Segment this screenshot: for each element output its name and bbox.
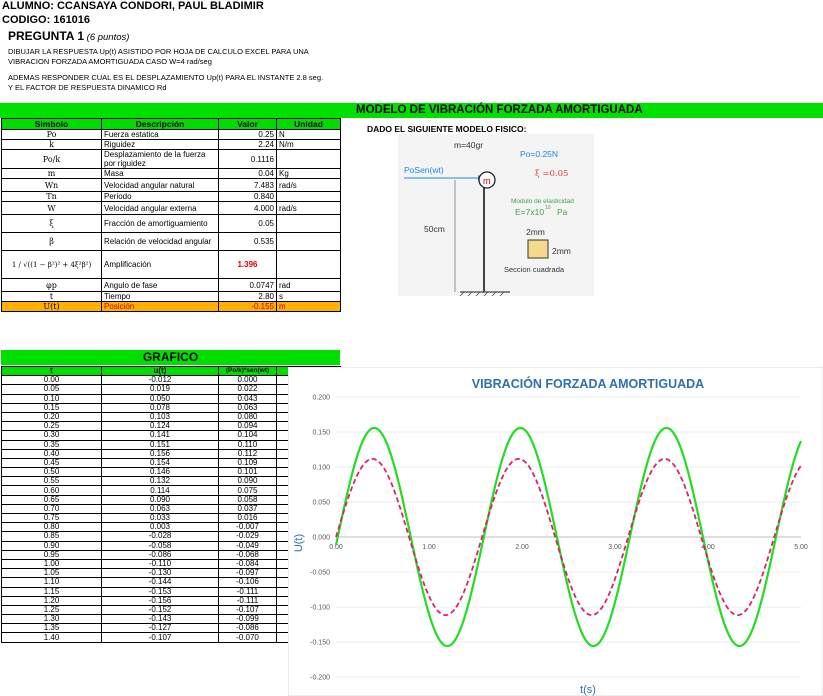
parameter-val: 0.25 bbox=[219, 130, 277, 140]
parameter-unit: N/m bbox=[277, 140, 341, 150]
model-title: MODELO DE VIBRACIÓN FORZADA AMORTIGUADA bbox=[356, 104, 643, 116]
parameter-val: 0.840 bbox=[219, 192, 277, 202]
graph-cell: 0.132 bbox=[102, 477, 219, 486]
graph-cell: -0.068 bbox=[219, 550, 277, 559]
y-tick-label: 0.150 bbox=[312, 429, 330, 437]
x-tick-label: 1.00 bbox=[422, 544, 436, 551]
parameter-unit: Kg bbox=[277, 169, 341, 179]
graph-cell: -0.153 bbox=[102, 587, 219, 596]
parameters-header-cell: Descripción bbox=[102, 119, 219, 130]
parameter-val: 1.396 bbox=[219, 251, 277, 279]
graph-cell: 0.25 bbox=[2, 422, 102, 431]
graph-cell: -0.099 bbox=[219, 615, 277, 624]
parameter-sym: β bbox=[2, 233, 102, 251]
chart-title: VIBRACIÓN FORZADA AMORTIGUADA bbox=[471, 377, 705, 391]
graph-cell: 0.151 bbox=[102, 440, 219, 449]
graph-cell: 1.05 bbox=[2, 569, 102, 578]
parameter-unit: s bbox=[277, 292, 341, 302]
graph-cell: 0.033 bbox=[102, 514, 219, 523]
parameter-unit: m bbox=[277, 302, 341, 312]
graph-cell: 0.35 bbox=[2, 440, 102, 449]
parameter-unit bbox=[277, 251, 341, 279]
graph-cell: 1.00 bbox=[2, 559, 102, 568]
parameter-desc: Angulo de fase bbox=[102, 279, 219, 292]
question-title bbox=[8, 29, 129, 43]
parameters-table bbox=[1, 118, 341, 312]
parameter-unit bbox=[277, 215, 341, 233]
parameter-val: 4.000 bbox=[219, 202, 277, 215]
parameter-row bbox=[2, 130, 341, 140]
parameter-desc: Tiempo bbox=[102, 292, 219, 302]
graph-cell: 0.019 bbox=[102, 385, 219, 394]
parameter-sym: φp bbox=[2, 279, 102, 292]
parameter-row bbox=[2, 150, 341, 169]
physical-model-diagram bbox=[398, 134, 594, 296]
graph-cell: 0.114 bbox=[102, 486, 219, 495]
x-axis-label: t(s) bbox=[580, 684, 596, 696]
parameter-row bbox=[2, 302, 341, 312]
graph-cell: 0.20 bbox=[2, 412, 102, 421]
question-points: (6 puntos) bbox=[86, 32, 130, 43]
graph-header-cell: u(t) bbox=[102, 367, 219, 376]
graph-cell: 0.037 bbox=[219, 504, 277, 513]
x-tick-label: 2.00 bbox=[515, 544, 529, 551]
parameter-row bbox=[2, 233, 341, 251]
force-function-label: PoSen(wt) bbox=[404, 165, 444, 175]
vibration-chart bbox=[288, 367, 823, 696]
graph-cell: 0.05 bbox=[2, 385, 102, 394]
graph-cell: 0.080 bbox=[219, 412, 277, 421]
graph-cell: 0.65 bbox=[2, 495, 102, 504]
graph-cell: -0.111 bbox=[219, 596, 277, 605]
parameter-unit bbox=[277, 233, 341, 251]
graph-cell: 0.141 bbox=[102, 431, 219, 440]
graph-cell: 0.50 bbox=[2, 468, 102, 477]
parameter-desc: Fuerza estatica bbox=[102, 130, 219, 140]
parameters-header-cell: Valor bbox=[219, 119, 277, 130]
damping-label: ξ =0.05 bbox=[535, 169, 569, 179]
x-tick-label: 3.00 bbox=[608, 544, 622, 551]
graph-cell: -0.152 bbox=[102, 605, 219, 614]
graph-cell: 0.15 bbox=[2, 403, 102, 412]
parameter-desc: Fracción de amortiguamiento bbox=[102, 215, 219, 233]
parameter-sym: U(t) bbox=[2, 302, 102, 312]
parameter-val: 0.0747 bbox=[219, 279, 277, 292]
student-name: ALUMNO: CCANSAYA CONDORI, PAUL BLADIMIR bbox=[2, 0, 264, 12]
graph-cell: -0.144 bbox=[102, 578, 219, 587]
graph-cell: 1.25 bbox=[2, 605, 102, 614]
graph-cell: 0.075 bbox=[219, 486, 277, 495]
graph-cell: 0.109 bbox=[219, 458, 277, 467]
height-label: 2mm bbox=[552, 246, 571, 256]
graph-cell: 0.146 bbox=[102, 468, 219, 477]
graph-cell: 0.022 bbox=[219, 385, 277, 394]
graph-cell: 0.000 bbox=[219, 376, 277, 385]
graph-cell: 0.090 bbox=[102, 495, 219, 504]
graph-cell: -0.049 bbox=[219, 541, 277, 550]
parameter-val: 0.535 bbox=[219, 233, 277, 251]
graph-cell: 0.063 bbox=[102, 504, 219, 513]
parameter-sym: k bbox=[2, 140, 102, 150]
instruction-line-4: Y EL FACTOR DE RESPUESTA DINAMICO Rd bbox=[8, 83, 167, 92]
graph-cell: 1.35 bbox=[2, 624, 102, 633]
parameter-val: -0.155 bbox=[219, 302, 277, 312]
mass-symbol: m bbox=[483, 176, 491, 186]
graph-cell: 0.063 bbox=[219, 403, 277, 412]
parameters-header-cell: Unidad bbox=[277, 119, 341, 130]
instruction-line-2: VIBRACION FORZADA AMORTIGUADA CASO W=4 rad/seg bbox=[8, 57, 212, 66]
graph-cell: 0.95 bbox=[2, 550, 102, 559]
graph-cell: 0.85 bbox=[2, 532, 102, 541]
y-axis-label: U(t) bbox=[293, 533, 305, 553]
graph-cell: 0.043 bbox=[219, 394, 277, 403]
parameter-val: 0.05 bbox=[219, 215, 277, 233]
graph-cell: 1.30 bbox=[2, 615, 102, 624]
instruction-line-3: ADEMAS RESPONDER CUAL ES EL DESPLAZAMIENTO Up(t) PARA EL INSTANTE 2.8 seg. bbox=[8, 73, 324, 82]
parameter-val: 0.1116 bbox=[219, 150, 277, 169]
graph-cell: -0.127 bbox=[102, 624, 219, 633]
instruction-line-1: DIBUJAR LA RESPUESTA Up(t) ASISTIDO POR HOJA DE CALCULO EXCEL PARA UNA bbox=[8, 47, 309, 56]
parameter-desc: Posición bbox=[102, 302, 219, 312]
graph-cell: 0.156 bbox=[102, 449, 219, 458]
graph-header-cell: t bbox=[2, 367, 102, 376]
force-label: Po=0.25N bbox=[520, 149, 559, 159]
parameter-unit: rad bbox=[277, 279, 341, 292]
graph-cell: 0.058 bbox=[219, 495, 277, 504]
graph-cell: 0.016 bbox=[219, 514, 277, 523]
question-number: PREGUNTA 1 bbox=[8, 29, 85, 43]
parameter-val: 2.80 bbox=[219, 292, 277, 302]
parameter-row bbox=[2, 202, 341, 215]
parameter-sym: Po bbox=[2, 130, 102, 140]
y-tick-label: 0.000 bbox=[312, 534, 330, 542]
graph-table-title: GRAFICO bbox=[1, 350, 340, 365]
x-tick-label: 0.00 bbox=[329, 544, 343, 551]
y-tick-label: -0.100 bbox=[310, 604, 330, 612]
graph-cell: -0.097 bbox=[219, 569, 277, 578]
graph-cell: 0.050 bbox=[102, 394, 219, 403]
graph-cell: 0.70 bbox=[2, 504, 102, 513]
parameter-sym: Po/k bbox=[2, 150, 102, 169]
graph-cell: 0.103 bbox=[102, 412, 219, 421]
graph-cell: -0.143 bbox=[102, 615, 219, 624]
parameter-row bbox=[2, 215, 341, 233]
parameter-sym: W bbox=[2, 202, 102, 215]
x-tick-label: 5.00 bbox=[794, 544, 808, 551]
y-tick-label: 0.200 bbox=[312, 394, 330, 402]
graph-cell: 1.40 bbox=[2, 633, 102, 642]
graph-cell: -0.012 bbox=[102, 376, 219, 385]
graph-cell: 0.10 bbox=[2, 394, 102, 403]
y-tick-label: -0.200 bbox=[310, 674, 330, 682]
graph-cell: -0.130 bbox=[102, 569, 219, 578]
x-tick-label: 4.00 bbox=[701, 544, 715, 551]
parameter-desc: Periodo bbox=[102, 192, 219, 202]
parameter-row bbox=[2, 140, 341, 150]
parameter-row bbox=[2, 169, 341, 179]
parameters-header-cell: Simbolo bbox=[2, 119, 102, 130]
parameter-unit bbox=[277, 192, 341, 202]
graph-header-cell: (Po/k)*sen(wt) bbox=[219, 367, 277, 376]
parameter-desc: Amplificación bbox=[102, 251, 219, 279]
graph-cell: 0.30 bbox=[2, 431, 102, 440]
parameter-desc: Velocidad angular externa bbox=[102, 202, 219, 215]
elasticity-label: Modulo de elasticidad bbox=[511, 198, 574, 205]
graph-cell: -0.028 bbox=[102, 532, 219, 541]
graph-cell: 0.75 bbox=[2, 514, 102, 523]
y-tick-label: 0.050 bbox=[312, 499, 330, 507]
graph-cell: -0.107 bbox=[102, 633, 219, 642]
parameter-sym: ξ bbox=[2, 215, 102, 233]
graph-cell: -0.110 bbox=[102, 559, 219, 568]
parameter-unit: rad/s bbox=[277, 179, 341, 192]
graph-cell: 0.003 bbox=[102, 523, 219, 532]
graph-cell: -0.070 bbox=[219, 633, 277, 642]
graph-cell: -0.058 bbox=[102, 541, 219, 550]
graph-cell: -0.086 bbox=[219, 624, 277, 633]
graph-cell: 0.55 bbox=[2, 477, 102, 486]
parameter-desc: Relación de velocidad angular bbox=[102, 233, 219, 251]
parameter-desc: Masa bbox=[102, 169, 219, 179]
graph-cell: 1.20 bbox=[2, 596, 102, 605]
graph-cell: 0.112 bbox=[219, 449, 277, 458]
graph-cell: 0.40 bbox=[2, 449, 102, 458]
graph-cell: 0.078 bbox=[102, 403, 219, 412]
section-label: Seccion cuadrada bbox=[504, 265, 565, 274]
parameter-row bbox=[2, 279, 341, 292]
graph-cell: 0.110 bbox=[219, 440, 277, 449]
parameter-sym: 1 / √((1 − β²)² + 4ξ²β²) bbox=[2, 251, 102, 279]
parameter-val: 2.24 bbox=[219, 140, 277, 150]
cross-section-square bbox=[528, 240, 548, 258]
parameter-val: 7.483 bbox=[219, 179, 277, 192]
graph-cell: 0.124 bbox=[102, 422, 219, 431]
graph-cell: 0.00 bbox=[2, 376, 102, 385]
parameter-val: 0.04 bbox=[219, 169, 277, 179]
graph-cell: 0.154 bbox=[102, 458, 219, 467]
parameters-header-row bbox=[2, 119, 341, 130]
graph-cell: -0.086 bbox=[102, 550, 219, 559]
graph-cell: -0.084 bbox=[219, 559, 277, 568]
graph-cell: 0.101 bbox=[219, 468, 277, 477]
parameter-sym: t bbox=[2, 292, 102, 302]
graph-cell: -0.111 bbox=[219, 587, 277, 596]
parameter-sym: m bbox=[2, 169, 102, 179]
parameter-row bbox=[2, 192, 341, 202]
graph-cell: 0.60 bbox=[2, 486, 102, 495]
graph-cell: -0.007 bbox=[219, 523, 277, 532]
y-tick-label: -0.050 bbox=[310, 569, 330, 577]
student-code: CODIGO: 161016 bbox=[2, 14, 91, 26]
elasticity-value: E=7x10 bbox=[515, 207, 545, 217]
parameter-sym: Tn bbox=[2, 192, 102, 202]
y-tick-label: -0.150 bbox=[310, 639, 330, 647]
parameter-unit bbox=[277, 150, 341, 169]
y-tick-label: 0.100 bbox=[312, 464, 330, 472]
graph-cell: -0.029 bbox=[219, 532, 277, 541]
graph-cell: 1.10 bbox=[2, 578, 102, 587]
parameter-row bbox=[2, 251, 341, 279]
length-label: 50cm bbox=[424, 224, 445, 234]
diagram-title: DADO EL SIGUIENTE MODELO FISICO: bbox=[367, 124, 527, 134]
parameter-unit: N bbox=[277, 130, 341, 140]
parameter-row bbox=[2, 292, 341, 302]
graph-cell: 0.90 bbox=[2, 541, 102, 550]
elasticity-unit: Pa bbox=[557, 207, 568, 217]
graph-cell: -0.106 bbox=[219, 578, 277, 587]
graph-cell: 0.80 bbox=[2, 523, 102, 532]
graph-cell: 1.15 bbox=[2, 587, 102, 596]
graph-cell: -0.107 bbox=[219, 605, 277, 614]
parameter-unit: rad/s bbox=[277, 202, 341, 215]
elasticity-exponent: 10 bbox=[545, 205, 551, 211]
graph-cell: 0.104 bbox=[219, 431, 277, 440]
parameter-row bbox=[2, 179, 341, 192]
width-label: 2mm bbox=[526, 227, 545, 237]
graph-cell: -0.156 bbox=[102, 596, 219, 605]
graph-cell: 0.094 bbox=[219, 422, 277, 431]
graph-cell: 0.45 bbox=[2, 458, 102, 467]
parameter-desc: Velocidad angular natural bbox=[102, 179, 219, 192]
parameter-desc: Riguidez bbox=[102, 140, 219, 150]
mass-label: m=40gr bbox=[454, 140, 484, 150]
graph-cell: 0.090 bbox=[219, 477, 277, 486]
parameter-desc: Desplazamiento de la fuerza por riguidez bbox=[102, 150, 219, 169]
parameter-sym: Wn bbox=[2, 179, 102, 192]
